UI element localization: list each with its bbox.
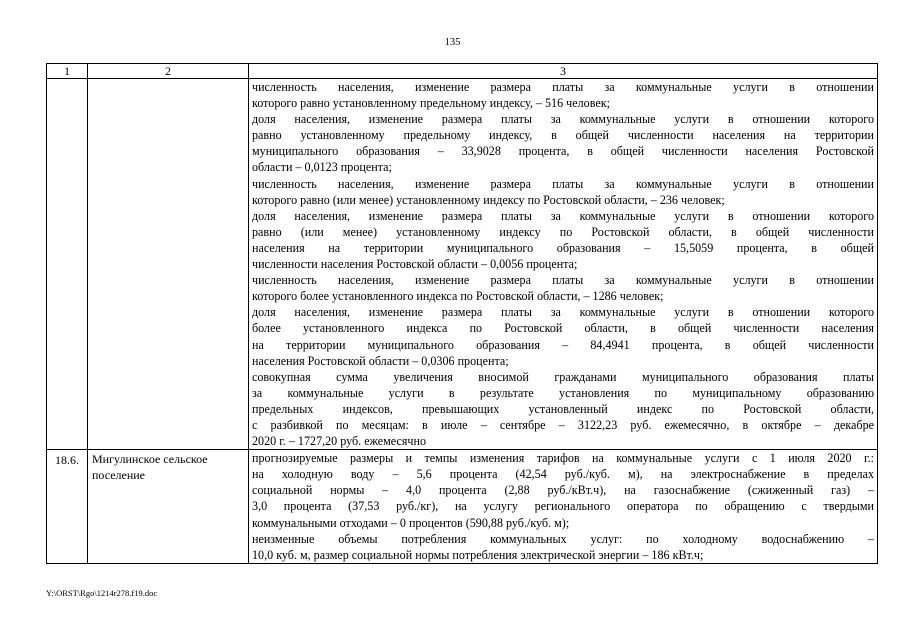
text-line: области – 0,0123 процента; [252, 160, 392, 175]
text-line: коммунальными отходами – 0 процентов (590,88 руб./куб. м); [252, 515, 570, 530]
text-line: на холодную воду – 5,6 процента (42,54 руб./куб. м), на электроснабжение в пределах [252, 467, 874, 482]
text-line: доля населения, изменение размера платы за коммунальные услуги в отношении которого [252, 305, 874, 320]
text-line: равно (или менее) установленному индексу по Ростовской области, в общей численности [252, 224, 874, 239]
header-cell-2: 2 [88, 64, 249, 79]
row-number-cell [47, 79, 88, 450]
page-number: 135 [444, 37, 461, 48]
text-line: которого более установленного индекса по Ростовской области, – 1286 человек; [252, 289, 664, 304]
file-path-footer: Y:\ORST\Rgo\1214r278.f19.doc [46, 588, 158, 598]
text-line: на территории муниципального образования – 84,4941 процента, в общей численности [252, 337, 874, 352]
text-line: более установленного индекса по Ростовской области, в общей численности населения [252, 321, 874, 336]
row-text-cell [249, 79, 878, 450]
text-line: доля населения, изменение размера платы за коммунальные услуги в отношении которого [252, 208, 874, 223]
text-line: равно установленному предельному индексу, в общей численности населения на территории [252, 128, 874, 143]
text-line: численность населения, изменение размера платы за коммунальные услуги в отношении [252, 80, 874, 94]
text-line: социальной нормы – 4,0 процента (2,88 руб./кВт.ч), на газоснабжение (сжиженный газ) – [252, 483, 874, 498]
text-line: совокупная сумма увеличения вносимой гражданами муниципального образования платы [252, 369, 874, 384]
text-line: 3,0 процента (37,53 руб./кг), на услугу регионального оператора по обращению с твердыми [252, 499, 874, 514]
text-line: предельных индексов, превышающих установленный индекс по Ростовской области, [252, 401, 874, 416]
text-line: с разбивкой по месяцам: в июле – сентябре – 3122,23 руб. ежемесячно, в октябре – декабре [252, 417, 874, 432]
text-line: доля населения, изменение размера платы за коммунальные услуги в отношении которого [252, 112, 874, 127]
table-row [47, 79, 878, 450]
text-line: прогнозируемые размеры и темпы изменения тарифов на коммунальные услуги с 1 июля 2020 г.: [252, 451, 874, 466]
header-cell-3: 3 [249, 64, 878, 79]
text-line: муниципального образования – 33,9028 процента, в общей численности населения Ростовской [252, 144, 874, 159]
text-line: численность населения, изменение размера платы за коммунальные услуги в отношении [252, 273, 874, 288]
text-line: 2020 г. – 1727,20 руб. ежемесячно [252, 434, 427, 449]
text-line: населения Ростовской области – 0,0306 процента; [252, 353, 509, 368]
table-row [47, 450, 878, 564]
row-number-cell: 18.6. [47, 450, 88, 564]
row-text-cell [249, 450, 878, 564]
text-line: неизменные объемы потребления коммунальных услуг: по холодному водоснабжению – [252, 531, 874, 546]
text-line: численности населения Ростовской области – 0,0056 процента; [252, 257, 578, 272]
text-line: которого равно установленному предельному индексу, – 516 человек; [252, 96, 610, 111]
header-cell-1: 1 [47, 64, 88, 79]
row-name-cell: Мигулинское сельское поселение [88, 450, 249, 564]
data-table [46, 63, 878, 564]
text-line: за коммунальные услуги в результате установления по муниципальному образованию [252, 385, 874, 400]
text-line: 10,0 куб. м, размер социальной нормы потребления электрической энергии – 186 кВт.ч; [252, 547, 704, 562]
row-name-cell [88, 79, 249, 450]
text-line: населения на территории муниципального образования – 15,5059 процента, в общей [252, 240, 874, 255]
text-line: численность населения, изменение размера платы за коммунальные услуги в отношении [252, 176, 874, 191]
table-header-row [47, 64, 878, 79]
text-line: которого равно (или менее) установленному индексу по Ростовской области, – 236 человек; [252, 192, 725, 207]
